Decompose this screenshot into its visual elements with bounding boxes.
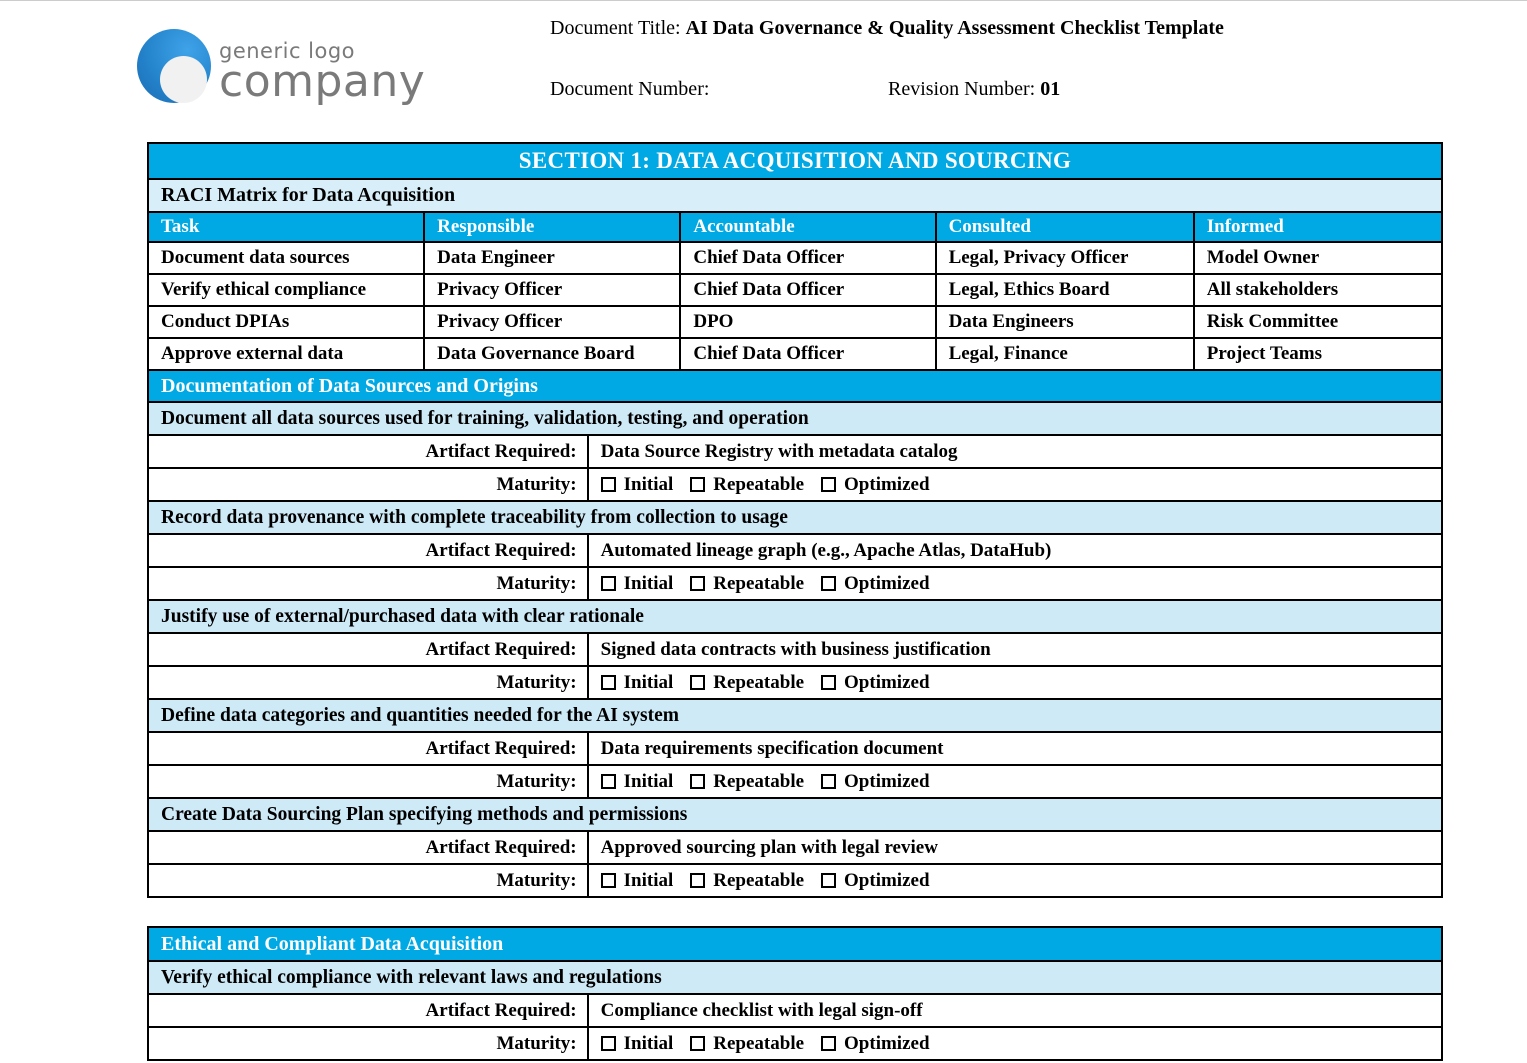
maturity-label: Maturity: — [496, 473, 577, 495]
maturity-value — [587, 469, 1441, 500]
raci-cell: Data Engineer — [423, 243, 679, 273]
maturity-option-label: Initial — [623, 869, 674, 891]
maturity-value — [587, 766, 1441, 797]
maturity-checkbox-initial[interactable] — [601, 774, 616, 789]
checklist-item-title: Justify use of external/purchased data with clear rationale — [149, 599, 1441, 632]
raci-cell: Privacy Officer — [423, 275, 679, 305]
maturity-option-label: Optimized — [844, 473, 930, 495]
maturity-option — [601, 771, 674, 793]
maturity-checkbox-repeatable[interactable] — [690, 774, 705, 789]
artifact-required-label: Artifact Required: — [425, 539, 577, 561]
maturity-option — [601, 1033, 674, 1055]
raci-cell: Chief Data Officer — [679, 243, 934, 273]
company-logo-icon — [137, 29, 211, 103]
maturity-option-label: Repeatable — [713, 473, 805, 495]
artifact-required-value: Approved sourcing plan with legal review — [587, 832, 1441, 863]
maturity-value — [587, 1028, 1441, 1059]
raci-header-cell: Task — [161, 216, 200, 237]
raci-row — [149, 241, 1441, 273]
artifact-required-value: Data requirements specification document — [587, 733, 1441, 764]
maturity-option-label: Repeatable — [713, 869, 805, 891]
maturity-checkbox-initial[interactable] — [601, 576, 616, 591]
maturity-options — [601, 573, 930, 595]
maturity-options — [601, 870, 930, 892]
document-title-label: Document Title: — [550, 17, 681, 39]
maturity-value — [587, 667, 1441, 698]
raci-header-row — [149, 211, 1441, 241]
section1-title: SECTION 1: DATA ACQUISITION AND SOURCING — [149, 144, 1441, 178]
maturity-option — [690, 672, 804, 694]
artifact-required-label: Artifact Required: — [425, 836, 577, 858]
maturity-label: Maturity: — [496, 671, 577, 693]
field-row — [149, 731, 1441, 764]
raci-cell: Project Teams — [1193, 339, 1441, 369]
document-title-line — [550, 17, 1224, 40]
maturity-option-label: Initial — [623, 473, 674, 495]
maturity-option-label: Repeatable — [713, 572, 805, 594]
logo-text — [219, 29, 426, 107]
section1-table — [147, 142, 1443, 898]
maturity-option — [690, 573, 804, 595]
field-row — [149, 566, 1441, 599]
raci-row — [149, 337, 1441, 369]
maturity-label: Maturity: — [496, 869, 577, 891]
maturity-option — [821, 870, 930, 892]
raci-cell: Privacy Officer — [423, 307, 679, 337]
raci-cell: Verify ethical compliance — [161, 279, 367, 300]
field-row — [149, 665, 1441, 698]
raci-header-cell: Consulted — [935, 213, 1193, 241]
document-title-value: AI Data Governance & Quality Assessment Checklist Template — [685, 17, 1224, 39]
field-row — [149, 993, 1441, 1026]
maturity-option-label: Optimized — [844, 572, 930, 594]
maturity-option-label: Initial — [623, 671, 674, 693]
maturity-option — [821, 474, 930, 496]
artifact-required-label: Artifact Required: — [425, 440, 577, 462]
logo-tagline: generic logo — [219, 39, 356, 63]
raci-caption: RACI Matrix for Data Acquisition — [149, 178, 1441, 211]
maturity-options — [601, 672, 930, 694]
maturity-checkbox-optimized[interactable] — [821, 477, 836, 492]
maturity-option — [821, 573, 930, 595]
artifact-required-label: Artifact Required: — [425, 737, 577, 759]
maturity-option — [601, 672, 674, 694]
artifact-required-value: Data Source Registry with metadata catalog — [587, 436, 1441, 467]
maturity-value — [587, 865, 1441, 896]
section2-table — [147, 926, 1443, 1061]
maturity-option-label: Initial — [623, 1032, 674, 1054]
raci-header-cell: Responsible — [423, 213, 679, 241]
field-row — [149, 863, 1441, 896]
revision-number-line — [888, 78, 1060, 101]
raci-header-cell: Accountable — [679, 213, 934, 241]
field-row — [149, 830, 1441, 863]
checklist-item-title: Document all data sources used for training, validation, testing, and operation — [149, 401, 1441, 434]
artifact-required-label: Artifact Required: — [425, 638, 577, 660]
maturity-checkbox-repeatable[interactable] — [690, 576, 705, 591]
section2-title: Ethical and Compliant Data Acquisition — [149, 928, 1441, 960]
field-row — [149, 632, 1441, 665]
checklist-item-title: Verify ethical compliance with relevant laws and regulations — [149, 960, 1441, 993]
raci-cell: Data Governance Board — [423, 339, 679, 369]
maturity-checkbox-repeatable[interactable] — [690, 675, 705, 690]
maturity-option-label: Initial — [623, 770, 674, 792]
maturity-option-label: Optimized — [844, 1032, 930, 1054]
maturity-checkbox-optimized[interactable] — [821, 873, 836, 888]
maturity-option — [690, 474, 804, 496]
maturity-checkbox-initial[interactable] — [601, 675, 616, 690]
raci-cell: Legal, Finance — [935, 339, 1193, 369]
raci-cell: Model Owner — [1193, 243, 1441, 273]
artifact-required-value: Automated lineage graph (e.g., Apache Atlas, DataHub) — [587, 535, 1441, 566]
maturity-option-label: Initial — [623, 572, 674, 594]
maturity-option — [601, 474, 674, 496]
raci-row — [149, 273, 1441, 305]
raci-cell: Conduct DPIAs — [161, 311, 290, 332]
raci-cell: Document data sources — [161, 247, 350, 268]
maturity-option — [821, 672, 930, 694]
company-logo — [137, 29, 426, 107]
maturity-label: Maturity: — [496, 572, 577, 594]
maturity-options — [601, 771, 930, 793]
maturity-option — [690, 771, 804, 793]
maturity-checkbox-optimized[interactable] — [821, 1036, 836, 1051]
raci-cell: Risk Committee — [1193, 307, 1441, 337]
maturity-checkbox-optimized[interactable] — [821, 576, 836, 591]
maturity-checkbox-optimized[interactable] — [821, 675, 836, 690]
raci-cell: Legal, Ethics Board — [935, 275, 1193, 305]
maturity-value — [587, 568, 1441, 599]
maturity-option-label: Repeatable — [713, 770, 805, 792]
field-row — [149, 467, 1441, 500]
field-row — [149, 434, 1441, 467]
raci-cell: Chief Data Officer — [679, 275, 934, 305]
maturity-option — [690, 870, 804, 892]
field-row — [149, 764, 1441, 797]
maturity-option-label: Repeatable — [713, 671, 805, 693]
maturity-checkbox-initial[interactable] — [601, 873, 616, 888]
section1-subsection-title: Documentation of Data Sources and Origins — [149, 369, 1441, 401]
maturity-checkbox-repeatable[interactable] — [690, 873, 705, 888]
maturity-checkbox-repeatable[interactable] — [690, 477, 705, 492]
maturity-option-label: Optimized — [844, 869, 930, 891]
maturity-checkbox-optimized[interactable] — [821, 774, 836, 789]
artifact-required-label: Artifact Required: — [425, 999, 577, 1021]
checklist-item-title: Define data categories and quantities needed for the AI system — [149, 698, 1441, 731]
raci-row — [149, 305, 1441, 337]
raci-cell: Chief Data Officer — [679, 339, 934, 369]
maturity-option — [821, 771, 930, 793]
maturity-option-label: Optimized — [844, 671, 930, 693]
revision-number-label: Revision Number: — [888, 78, 1036, 100]
maturity-options — [601, 474, 930, 496]
artifact-required-value: Compliance checklist with legal sign-off — [587, 995, 1441, 1026]
raci-cell: Legal, Privacy Officer — [935, 243, 1193, 273]
field-row — [149, 1026, 1441, 1059]
revision-number-value: 01 — [1040, 78, 1061, 100]
document-number-label: Document Number: — [550, 78, 710, 100]
maturity-option — [690, 1033, 804, 1055]
maturity-option — [601, 870, 674, 892]
maturity-checkbox-initial[interactable] — [601, 477, 616, 492]
raci-cell: Approve external data — [161, 343, 344, 364]
maturity-option — [821, 1033, 930, 1055]
document-number-line — [550, 78, 709, 101]
checklist-content — [147, 142, 1443, 1061]
artifact-required-value: Signed data contracts with business justification — [587, 634, 1441, 665]
raci-cell: All stakeholders — [1193, 275, 1441, 305]
maturity-options — [601, 1033, 930, 1055]
maturity-checkbox-initial[interactable] — [601, 1036, 616, 1051]
raci-header-cell: Informed — [1193, 213, 1441, 241]
maturity-label: Maturity: — [496, 770, 577, 792]
checklist-item-title: Record data provenance with complete traceability from collection to usage — [149, 500, 1441, 533]
field-row — [149, 533, 1441, 566]
maturity-checkbox-repeatable[interactable] — [690, 1036, 705, 1051]
maturity-label: Maturity: — [496, 1032, 577, 1054]
maturity-option-label: Optimized — [844, 770, 930, 792]
maturity-option — [601, 573, 674, 595]
raci-cell: Data Engineers — [935, 307, 1193, 337]
logo-white-circle — [160, 56, 207, 103]
checklist-item-title: Create Data Sourcing Plan specifying methods and permissions — [149, 797, 1441, 830]
raci-cell: DPO — [679, 307, 934, 337]
logo-company-name: company — [219, 56, 426, 107]
maturity-option-label: Repeatable — [713, 1032, 805, 1054]
